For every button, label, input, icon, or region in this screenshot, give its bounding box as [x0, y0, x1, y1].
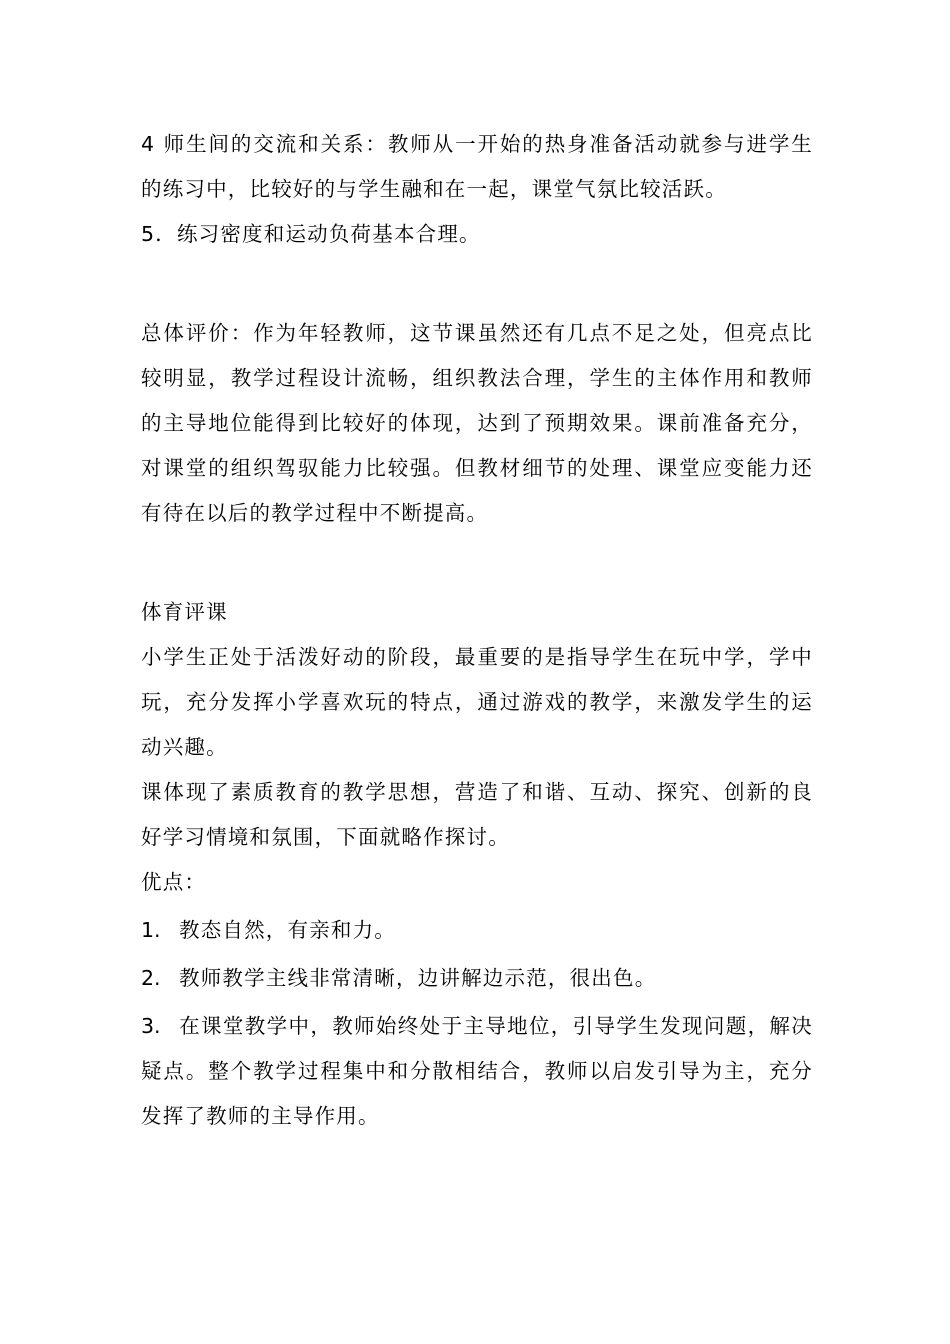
merit-text: 在课堂教学中，教师始终处于主导地位，引导学生发现问题，解决疑点。整个教学过程集中和分散相结合，教师以启发引导为主，充分发挥了教师的主导作用。: [141, 1014, 813, 1128]
merit-text: 教态自然，有亲和力。: [179, 918, 396, 942]
merit-item-2: [141, 956, 813, 1001]
merit-text: 教师教学主线非常清晰，边讲解边示范，很出色。: [179, 966, 657, 990]
merit-number: 3.: [141, 1014, 161, 1038]
document-body: [141, 122, 813, 1139]
merit-number: 2.: [141, 966, 161, 990]
paragraph-gap: [141, 536, 813, 590]
point-5-paragraph: 5．练习密度和运动负荷基本合理。: [141, 222, 481, 246]
section-heading: 体育评课: [141, 600, 228, 624]
point-4-paragraph: 4 师生间的交流和关系：教师从一开始的热身准备活动就参与进学生的练习中，比较好的与学生融和在一起，课堂气氛比较活跃。: [141, 132, 813, 201]
merit-number: 1.: [141, 918, 161, 942]
summary-paragraph: 课体现了素质教育的教学思想，营造了和谐、互动、探究、创新的良好学习情境和氛围，下面就略作探讨。: [141, 780, 813, 849]
paragraph-gap: [141, 257, 813, 311]
merit-item-3: [141, 1004, 813, 1139]
merit-item-1: [141, 908, 813, 953]
merits-label: 优点：: [141, 870, 207, 894]
overall-evaluation-paragraph: 总体评价：作为年轻教师，这节课虽然还有几点不足之处，但亮点比较明显，教学过程设计流畅，组织教法合理，学生的主体作用和教师的主导地位能得到比较好的体现，达到了预期效果。课前准备充分，对课堂的组织驾驭能力比较强。但教材细节的处理、课堂应变能力还有待在以后的教学过程中不断提高。: [141, 321, 813, 525]
intro-paragraph: 小学生正处于活泼好动的阶段，最重要的是指导学生在玩中学，学中玩，充分发挥小学喜欢玩的特点，通过游戏的教学，来激发学生的运动兴趣。: [141, 645, 813, 759]
